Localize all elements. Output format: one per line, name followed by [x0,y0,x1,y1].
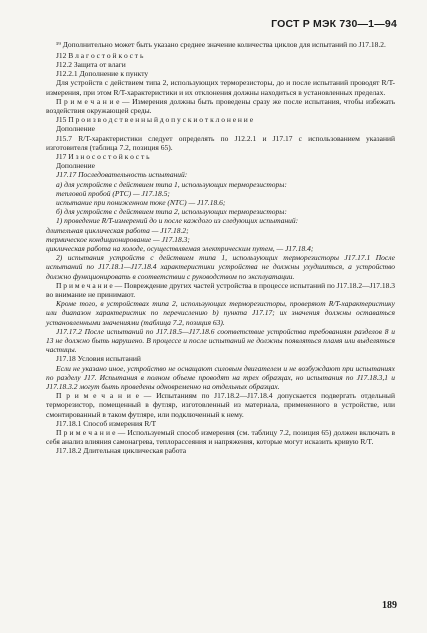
paragraph: J12.2 Защита от влаги [56,59,126,69]
paragraph: J17 И з н о с о с т о й к о с т ь [56,151,150,161]
paragraph: 2) испытания устройств с действием типа 1, использующих терморезисторы J17.17.1 После испытаний по J17.18.1—J17.18.4 характеристики устройства не должны ухудшиться, а устройство должно функционировать в соответствии с руководством по эксплуатации. [46,253,395,281]
page-header: ГОСТ Р МЭК 730—1—94 [271,18,397,30]
paragraph: 1) проведение R/T-измерений до и после каждого из следующих испытаний: [56,216,299,226]
paragraph: Дополнение [56,161,95,171]
paragraph: J12 В л а г о с т о й к о с т ь [56,50,144,60]
paragraph: J12.2.1 Дополнение к пункту [56,69,149,79]
paragraph: J17.18.1 Способ измерения R/T [56,418,157,428]
paragraph: Если не указано иное, устройство не оснащают силовым двигателем и не возбуждают при испытаниях по разделу J17. Испытания в полном объеме проводят на трех образцах, но испытания по J17.18.3,1 и J17.18.3.2 могут быть проведены одновременно на отдельных образцах. [46,363,395,392]
paragraph: П р и м е ч а н и е — Используемый способ измерения (см. таблицу 7.2, позиция 65) должен включать в себя анализ влияния самонагрева, теплорассеяния и напряжения, которые могут исказить кривую R/T. [46,428,395,447]
paragraph: Кроме того, в устройствах типа 2, использующих терморезисторы, проверяют R/T-характеристику или диапазон характеристик по перечислению b) пункта J17.17; их значения должны оставаться установленными значениями (таблица 7.2, позиция 63). [46,299,395,327]
paragraph: Для устройств с действием типа 2, использующих терморезисторы, до и после испытаний проводят R/T-измерения, при этом R/T-характеристики и их отклонения должны находиться в установленных пределах. [46,78,395,97]
paragraph: П р и м е ч а н и е — Измерения должны быть проведены сразу же после испытания, чтобы избежать воздействия окружающей среды. [46,96,395,115]
page-number: 189 [382,600,397,611]
paragraph: J15.7 R/T-характеристики следует определять по J12.2.1 и J17.17 с использованием указаний изготовителя (таблица 7.2, позиция 65). [46,133,395,152]
paragraph: J17.17 Последовательность испытаний: [56,170,188,180]
paragraph: тепловой пробой (PTC) — J17.18.5; [56,188,170,198]
paragraph: J15 П р о и з в о д с т в е н н ы й д о п у с к и о т к л о н е н и е [56,115,254,125]
paragraph: П р и м е ч а н и е — Испытаниям по J17.18.2—J17.18.4 допускается подвергать отдельный терморезистор, помещенный в футляр, изготовленный из материала, примененного в устройстве, или смонтированный в таком футляре, или подключенный к нему. [46,391,395,419]
page-body [46,40,395,456]
paragraph: испытание при пониженном токе (NTC) — J17.18.6; [56,197,226,207]
paragraph: J17.18.2 Длительная циклическая работа [56,446,187,456]
paragraph: а) для устройств с действием типа 1, использующих терморезисторы: [56,179,287,189]
paragraph: J17.18 Условия испытаний [56,354,141,364]
paragraph: б) для устройств с действием типа 2, использующих терморезисторы: [56,207,287,217]
paragraph: циклическая работа на холоде, осуществляемая электрическим путем, — J17.18.4; [46,243,314,253]
paragraph: длительная циклическая работа — J17.18.2; [46,225,189,235]
paragraph: термическое кондиционирование — J17.18.3; [46,234,190,244]
paragraph: П р и м е ч а н и е — Повреждение других частей устройства в процессе испытаний по J17.18.2—J17.18.3 во внимание не принимают. [46,280,395,299]
paragraph: ¹⁹ Дополнительно может быть указано среднее значение количества циклов для испытаний по J17.18.2. [56,40,386,49]
paragraph: J17.17.2 После испытаний по J17.18.5—J17.18.6 соответствие устройства требованиям разделов 8 и 13 не должно быть нарушено. В процессе и после испытаний не должны появляться пламя или выделяться частицы. [46,326,395,355]
paragraph: Дополнение [56,124,95,134]
